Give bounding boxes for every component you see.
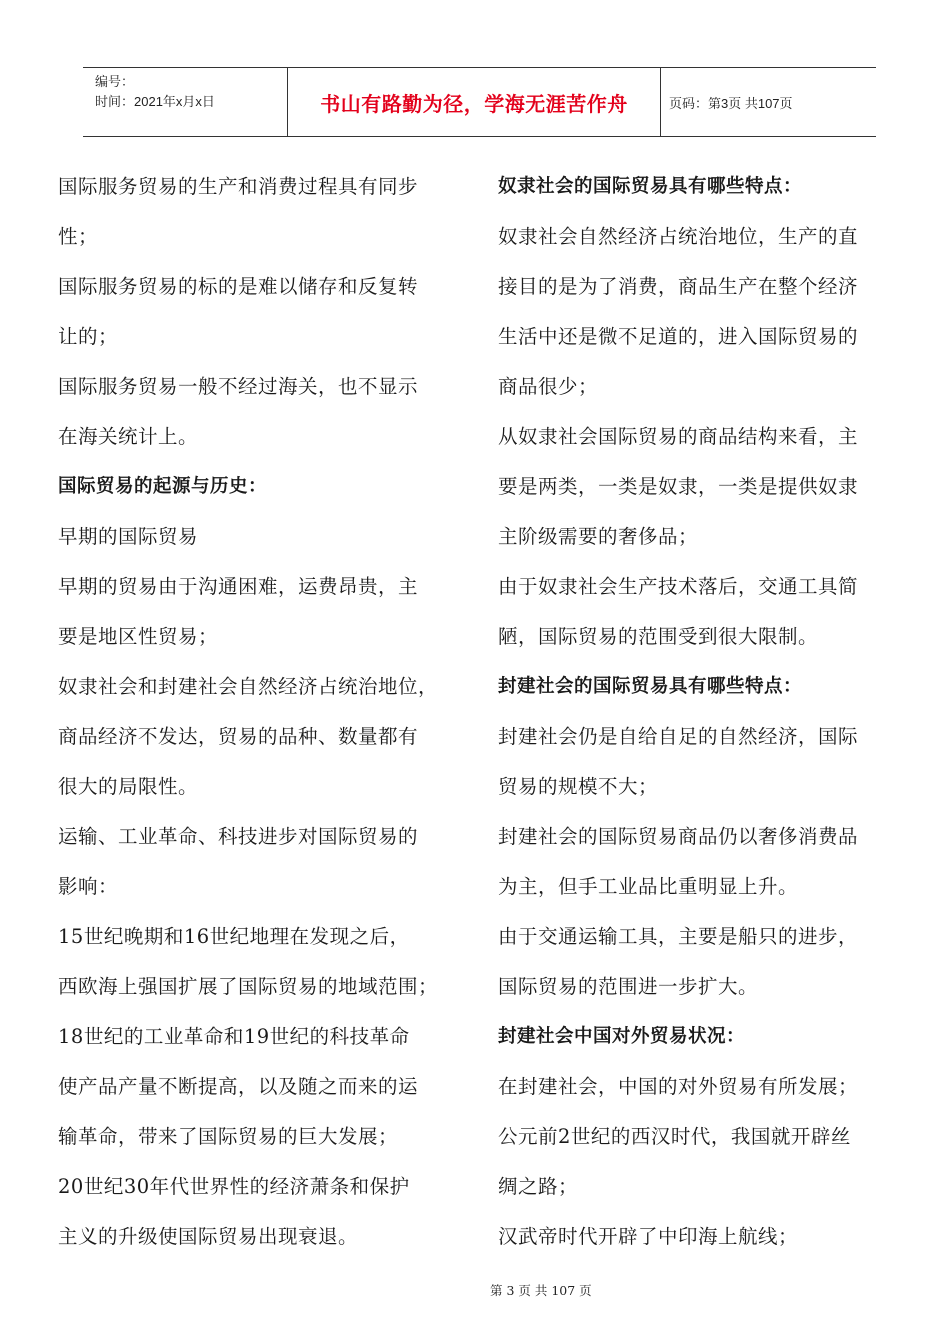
- header-motto-cell: [288, 68, 661, 136]
- text-line: 要是两类，一类是奴隶，一类是提供奴隶: [498, 475, 859, 498]
- text-line: 商品经济不发达，贸易的品种、数量都有: [58, 725, 419, 748]
- text-line: 国际服务贸易一般不经过海关，也不显示: [58, 375, 419, 398]
- text-line: 在封建社会，中国的对外贸易有所发展；: [498, 1075, 859, 1098]
- text-line: 早期的国际贸易: [58, 525, 199, 548]
- text-line: 20世纪30年代世界性的经济萧条和保护: [58, 1175, 410, 1198]
- footer-page-number: 第 3 页 共 107 页: [490, 1283, 592, 1298]
- text-line: 陋，国际贸易的范围受到很大限制。: [498, 625, 819, 648]
- text-line: 从奴隶社会国际贸易的商品结构来看，主: [498, 425, 859, 448]
- text-line: 封建社会仍是自给自足的自然经济，国际: [498, 725, 859, 748]
- time-label: 时间：2021年x月x日: [95, 94, 215, 109]
- text-line: 国际服务贸易的生产和消费过程具有同步: [58, 175, 419, 198]
- text-line: 汉武帝时代开辟了中印海上航线；: [498, 1225, 799, 1248]
- text-line: 贸易的规模不大；: [498, 775, 659, 798]
- text-line: 运输、工业革命、科技进步对国际贸易的: [58, 825, 419, 848]
- text-line: 影响：: [58, 875, 119, 898]
- page-info-text: 页码：第3页 共107页: [669, 95, 793, 111]
- text-line: 使产品产量不断提高，以及随之而来的运: [58, 1075, 419, 1098]
- text-line: 奴隶社会和封建社会自然经济占统治地位，: [58, 675, 439, 698]
- text-line: 性；: [58, 225, 99, 248]
- section-heading: 封建社会的国际贸易具有哪些特点：: [498, 676, 803, 697]
- text-line: 让的；: [58, 325, 119, 348]
- header-page-info: [661, 68, 876, 136]
- text-line: 输革命，带来了国际贸易的巨大发展；: [58, 1125, 399, 1148]
- text-line: 西欧海上强国扩展了国际贸易的地域范围；: [58, 975, 439, 998]
- left-column: [58, 162, 470, 1262]
- text-line: 绸之路；: [498, 1175, 579, 1198]
- text-line: 奴隶社会自然经济占统治地位，生产的直: [498, 225, 859, 248]
- serial-label: 编号：: [95, 74, 135, 89]
- text-line: 公元前2世纪的西汉时代，我国就开辟丝: [498, 1125, 851, 1148]
- text-line: 很大的局限性。: [58, 775, 199, 798]
- text-line: 为主，但手工业品比重明显上升。: [498, 875, 799, 898]
- text-line: 早期的贸易由于沟通困难，运费昂贵，主: [58, 575, 419, 598]
- text-line: 18世纪的工业革命和19世纪的科技革命: [58, 1025, 410, 1048]
- text-line: 15世纪晚期和16世纪地理在发现之后，: [58, 925, 410, 948]
- page-header: [83, 67, 876, 137]
- text-line: 要是地区性贸易；: [58, 625, 219, 648]
- page-footer: [0, 1281, 950, 1299]
- text-line: 接目的是为了消费，商品生产在整个经济: [498, 275, 859, 298]
- text-line: 主阶级需要的奢侈品；: [498, 525, 699, 548]
- header-meta: [83, 68, 288, 136]
- text-line: 由于奴隶社会生产技术落后，交通工具简: [498, 575, 859, 598]
- text-line: 国际服务贸易的标的是难以储存和反复转: [58, 275, 419, 298]
- text-line: 国际贸易的范围进一步扩大。: [498, 975, 759, 998]
- text-line: 生活中还是微不足道的，进入国际贸易的: [498, 325, 859, 348]
- text-line: 封建社会的国际贸易商品仍以奢侈消费品: [498, 825, 859, 848]
- section-heading: 国际贸易的起源与历史：: [58, 476, 268, 497]
- text-line: 主义的升级使国际贸易出现衰退。: [58, 1225, 359, 1248]
- section-heading: 封建社会中国对外贸易状况：: [498, 1026, 746, 1047]
- right-column: [498, 162, 910, 1262]
- text-line: 商品很少；: [498, 375, 599, 398]
- text-line: 由于交通运输工具，主要是船只的进步，: [498, 925, 859, 948]
- section-heading: 奴隶社会的国际贸易具有哪些特点：: [498, 176, 803, 197]
- motto-text: 书山有路勤为径，学海无涯苦作舟: [320, 91, 628, 116]
- text-line: 在海关统计上。: [58, 425, 199, 448]
